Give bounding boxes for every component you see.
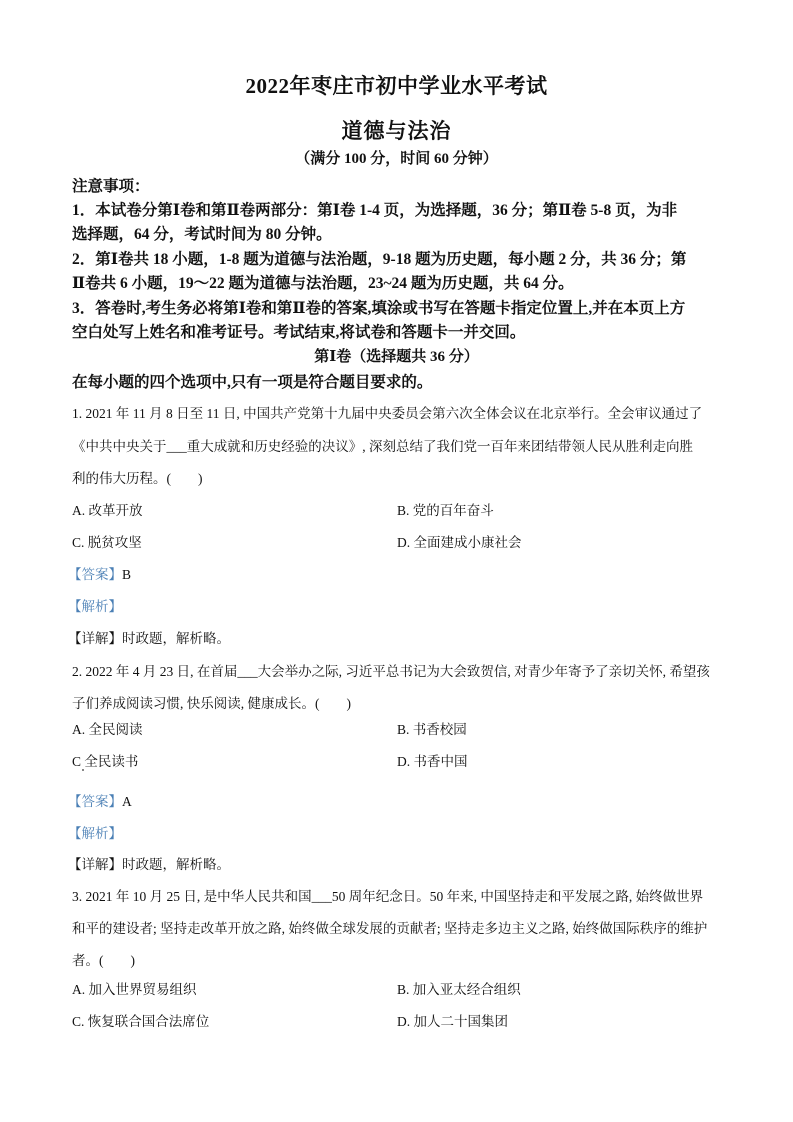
question-1-line: 利的伟大历程。( )	[72, 471, 203, 486]
question-3-option-b: B. 加入亚太经合组织	[397, 982, 521, 997]
detail-label: 【详解】	[68, 857, 122, 872]
question-1-analysis-label: 【解析】	[68, 599, 122, 614]
question-3-option-d: D. 加人二十国集团	[397, 1014, 508, 1029]
question-3-line: 和平的建设者; 坚持走改革开放之路, 始终做全球发展的贡献者; 坚持走多边主义之路, 始终做国际秩序的维护	[72, 921, 708, 936]
question-1-option-a: A. 改革开放	[72, 503, 143, 518]
subject-title: 道德与法治	[341, 119, 452, 143]
question-3-line: 者。( )	[72, 953, 135, 968]
answer-label: 【答案】	[68, 794, 122, 809]
question-1-option-b: B. 党的百年奋斗	[397, 503, 494, 518]
question-3-option-a: A. 加入世界贸易组织	[72, 982, 197, 997]
notice-heading: 注意事项：	[72, 178, 150, 195]
question-2-answer	[68, 790, 132, 810]
notice-line: 空白处写上姓名和准考证号。考试结束,将试卷和答题卡一并交回。	[72, 324, 526, 341]
question-1-option-d: D. 全面建成小康社会	[397, 535, 522, 550]
notice-line: 2．第Ⅰ卷共 18 小题，1-8 题为道德与法治题，9-18 题为历史题，每小题 2 分，共 36 分；第	[72, 251, 687, 268]
question-2-option-d: D. 书香中国	[397, 754, 468, 769]
question-3-line: 3. 2021 年 10 月 25 日, 是中华人民共和国___50 周年纪念日。50 年来, 中国坚持走和平发展之路, 始终做世界	[72, 889, 704, 904]
question-1-answer	[68, 563, 131, 583]
question-2-option-b: B. 书香校园	[397, 722, 467, 737]
section-title: 第Ⅰ卷（选择题共 36 分）	[314, 349, 479, 365]
exam-meta: （满分 100 分，时间 60 分钟）	[295, 151, 498, 167]
question-1-line: 《中共中央关于___重大成就和历史经验的决议》, 深刻总结了我们党一百年来团结带领人民从胜利走向胜	[72, 439, 693, 454]
question-2-line: 2. 2022 年 4 月 23 日, 在首届___大会举办之际, 习近平总书记为大会致贺信, 对青少年寄予了亲切关怀, 希望孩	[72, 664, 710, 679]
answer-value: A	[122, 794, 132, 809]
question-2-analysis-label: 【解析】	[68, 826, 122, 841]
detail-text: 时政题，解析略。	[122, 857, 230, 872]
notice-line: 3．答卷时,考生务必将第Ⅰ卷和第Ⅱ卷的答案,填涂或书写在答题卡指定位置上,并在本页上方	[72, 300, 686, 317]
question-2-detail	[68, 853, 230, 873]
question-2-line: 子们养成阅读习惯, 快乐阅读, 健康成长。( )	[72, 696, 351, 711]
notice-line: 选择题，64 分，考试时间为 80 分钟。	[72, 226, 332, 243]
scan-dot	[82, 769, 84, 771]
exam-title: 2022年枣庄市初中学业水平考试	[245, 74, 548, 98]
question-2-option-a: A. 全民阅读	[72, 722, 143, 737]
answer-label: 【答案】	[68, 567, 122, 582]
detail-text: 时政题，解析略。	[122, 631, 230, 646]
notice-line: 1．本试卷分第Ⅰ卷和第Ⅱ卷两部分：第Ⅰ卷 1-4 页，为选择题，36 分；第Ⅱ卷 5-8 页，为非	[72, 202, 678, 219]
answer-value: B	[122, 567, 132, 582]
question-1-line: 1. 2021 年 11 月 8 日至 11 日, 中国共产党第十九届中央委员会第六次全体会议在北京举行。全会审议通过了	[72, 406, 703, 421]
question-3-option-c: C. 恢复联合国合法席位	[72, 1014, 210, 1029]
question-1-option-c: C. 脱贫攻坚	[72, 535, 142, 550]
detail-label: 【详解】	[68, 631, 122, 646]
section-instruction: 在每小题的四个选项中,只有一项是符合题目要求的。	[72, 374, 433, 391]
notice-line: Ⅱ卷共 6 小题，19～22 题为道德与法治题，23~24 题为历史题，共 64 分。	[72, 275, 574, 292]
question-1-detail	[68, 627, 230, 647]
question-2-option-c: C 全民读书	[72, 754, 139, 769]
